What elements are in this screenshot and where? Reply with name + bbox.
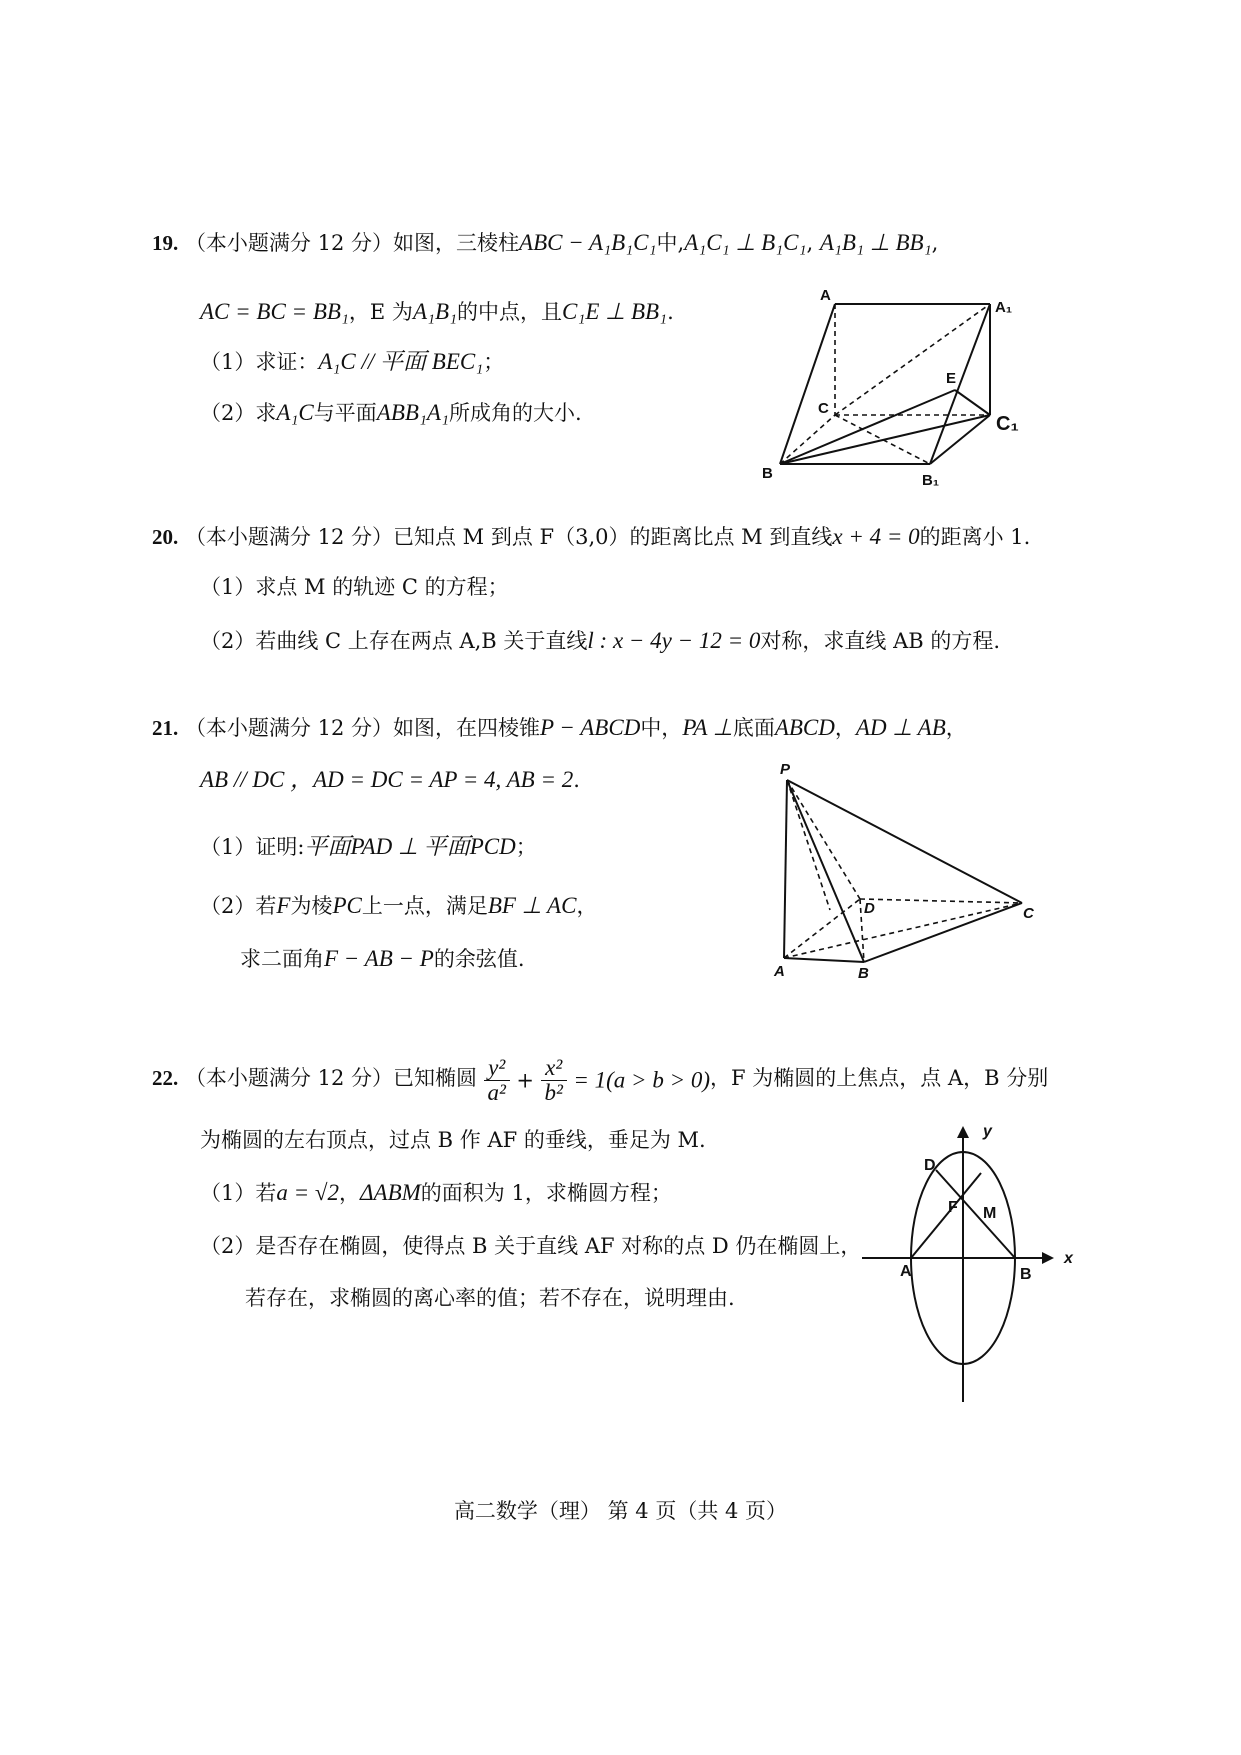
q22-part2-line2-text: 若存在，求椭圆的离心率的值；若不存在，说明理由.	[245, 1286, 735, 1310]
page-footer: 高二数学（理） 第 4 页（共 4 页）	[453, 1499, 788, 1523]
label-A: A	[900, 1263, 912, 1280]
q19-part1-end: ；	[483, 350, 505, 374]
label-M: M	[983, 1205, 997, 1222]
label-C1: C₁	[996, 413, 1019, 435]
q22-part1-b: ，	[339, 1181, 361, 1205]
q21-line1-text: （本小题满分 12 分）如图，在四棱锥	[184, 716, 541, 740]
q19-line2-math3: C₁E ⊥ BB₁	[562, 299, 668, 324]
y-axis-arrow-icon	[957, 1126, 969, 1138]
q21-part2-line2-a: 求二面角	[240, 947, 324, 971]
q19-line2-math2: A₁B₁	[412, 299, 458, 324]
q21-line1-math3: ABCD	[774, 715, 835, 740]
q21-part2-line2-b: 的余弦值.	[433, 947, 525, 971]
q20-part2-b: 对称，求直线 AB 的方程.	[760, 629, 1001, 653]
q21-line1-math4: AD ⊥ AB	[855, 715, 946, 740]
q21-part2-line2	[240, 944, 525, 974]
q20-part1-text: （1）求点 M 的轨迹 C 的方程；	[200, 575, 509, 599]
q22-line2-text: 为椭圆的左右顶点，过点 B 作 AF 的垂线，垂足为 M.	[200, 1128, 706, 1152]
q20-part2-a: （2）若曲线 C 上存在两点 A,B 关于直线	[200, 629, 588, 653]
fraction-x2-b2	[541, 1056, 567, 1105]
q21-part1-end: ；	[515, 835, 537, 859]
q21-part2-c: 上一点，满足	[361, 894, 488, 918]
q21-part2-line2-math: F − AB − P	[324, 946, 434, 971]
q19-part2	[200, 398, 582, 428]
q21-part1-math: 平面PAD ⊥ 平面PCD	[304, 834, 516, 859]
label-D: D	[864, 900, 875, 917]
q22-line1	[152, 1048, 1048, 1108]
q20-line1-end: 的距离小 1.	[919, 525, 1031, 549]
label-A: A	[820, 287, 831, 304]
q19-part1-label: （1）求证：	[200, 350, 319, 374]
q21-part2-b: 为棱	[290, 894, 333, 918]
label-x: x	[1064, 1250, 1073, 1267]
q21-line2	[200, 765, 580, 795]
q22-ellipse-figure	[858, 1118, 1098, 1410]
q19-header: （本小题满分 12 分）如图，三棱柱	[184, 231, 520, 255]
q20-line1-math: x + 4 = 0	[832, 524, 920, 549]
q20-part2	[200, 626, 1000, 656]
q21-line1-mid3: ，	[834, 716, 856, 740]
question-number: 22.	[152, 1066, 179, 1090]
edge-P-A	[784, 780, 787, 958]
q19-part2-end: 所成角的大小.	[448, 401, 582, 425]
q20-line1	[152, 522, 1030, 552]
equation-rhs: = 1(a > b > 0)	[573, 1067, 711, 1093]
q22-part2	[200, 1231, 861, 1261]
q21-part1	[200, 832, 537, 862]
q22-part2-line1: （2）是否存在椭圆，使得点 B 关于直线 AF 对称的点 D 仍在椭圆上，	[200, 1234, 862, 1258]
edge-D-C-dashed	[860, 899, 1022, 903]
question-number: 20.	[152, 525, 179, 549]
line-AF-D	[911, 1173, 981, 1258]
q19-part2-label: （2）求	[200, 401, 277, 425]
q21-part2-d: ，	[576, 894, 598, 918]
label-B: B	[858, 965, 869, 980]
frac1-numerator: y²	[488, 1054, 506, 1080]
label-B: B	[762, 465, 773, 482]
plus-sign: +	[516, 1068, 534, 1093]
frac1-denominator: a²	[487, 1079, 506, 1105]
question-number: 19.	[152, 231, 179, 255]
q21-part2-a: （2）若	[200, 894, 277, 918]
label-A: A	[774, 963, 785, 980]
q22-line1-b: ，F 为椭圆的上焦点，点 A，B 分别	[710, 1066, 1049, 1090]
q19-part2-math2: ABB₁A₁	[376, 400, 449, 425]
label-F: F	[948, 1199, 958, 1216]
q21-line1-end: ，	[945, 716, 967, 740]
q19-line2-math: AC = BC = BB₁	[200, 299, 349, 324]
label-P: P	[780, 761, 791, 778]
q22-line1-a: （本小题满分 12 分）已知椭圆	[184, 1066, 478, 1090]
q19-part2-math: A₁C	[276, 400, 314, 425]
q19-mid: 中,	[656, 231, 685, 255]
q21-line1	[152, 713, 967, 743]
frac2-numerator: x²	[545, 1054, 563, 1080]
q21-part2-math3: BF ⊥ AC	[487, 893, 577, 918]
q19-part2-mid: 与平面	[313, 401, 377, 425]
label-C: C	[818, 400, 829, 417]
q19-line2	[200, 297, 674, 327]
q22-part1-math2: ΔABM	[360, 1180, 421, 1205]
x-axis-arrow-icon	[1042, 1252, 1054, 1264]
q20-line1-text: （本小题满分 12 分）已知点 M 到点 F（3,0）的距离比点 M 到直线	[184, 525, 833, 549]
q19-line2-end: .	[667, 300, 674, 324]
q22-part1-c: 的面积为 1，求椭圆方程；	[420, 1181, 672, 1205]
frac2-denominator: b²	[544, 1079, 563, 1105]
q22-part2-line2	[245, 1283, 735, 1313]
q21-part2	[200, 891, 597, 921]
label-A1: A₁	[995, 299, 1013, 316]
q21-part2-math: F	[276, 893, 291, 918]
q21-line2-end: .	[573, 768, 580, 792]
q19-line2-mid2: 的中点，且	[457, 300, 563, 324]
q19-part1-math: A₁C // 平面 BEC₁	[318, 349, 484, 374]
label-B: B	[1020, 1266, 1032, 1283]
edge-P-B	[787, 780, 864, 962]
q22-part1-a: （1）若	[200, 1181, 277, 1205]
q21-line1-mid: 中，	[640, 716, 683, 740]
q22-part1	[200, 1178, 672, 1208]
q19-part1	[200, 347, 504, 377]
label-C: C	[1023, 905, 1034, 922]
fraction-y2-a2	[484, 1056, 510, 1105]
q21-line1-math2: PA ⊥	[682, 715, 733, 740]
q19-line2-mid: ，E 为	[348, 300, 413, 324]
q22-part1-math: a = √2	[276, 1180, 340, 1205]
q21-line1-math: P − ABCD	[540, 715, 641, 740]
q21-line1-mid2: 底面	[732, 716, 775, 740]
q20-part1	[200, 572, 509, 602]
q20-part2-math: l : x − 4y − 12 = 0	[587, 628, 761, 653]
question-number: 21.	[152, 716, 179, 740]
q19-cond1: A₁C₁ ⊥ B₁C₁	[684, 230, 807, 255]
label-E: E	[946, 370, 957, 387]
q21-part2-math2: PC	[332, 893, 362, 918]
q19-end: ,	[931, 231, 939, 255]
q22-line2	[200, 1125, 706, 1155]
ellipse-equation	[484, 1049, 710, 1111]
edge-P-D-dashed	[787, 780, 860, 899]
q19-cond2: A₁B₁ ⊥ BB₁	[819, 230, 932, 255]
q19-prism-figure	[750, 280, 1020, 490]
q19-sep: ,	[806, 231, 814, 255]
edge-A-B	[784, 958, 864, 962]
label-D: D	[924, 1157, 936, 1174]
q19-line1	[152, 228, 938, 258]
q21-pyramid-figure	[770, 755, 1040, 980]
q19-math-header: ABC − A₁B₁C₁	[519, 230, 657, 255]
q21-part1-label: （1）证明:	[200, 835, 305, 859]
label-B1: B₁	[922, 472, 940, 489]
edge-B-E	[780, 390, 955, 464]
edge-B-C	[864, 903, 1022, 962]
edge-E-C1	[955, 390, 990, 415]
q21-line2-math: AB // DC ，AD = DC = AP = 4, AB = 2	[200, 767, 574, 792]
label-y: y	[983, 1123, 992, 1140]
